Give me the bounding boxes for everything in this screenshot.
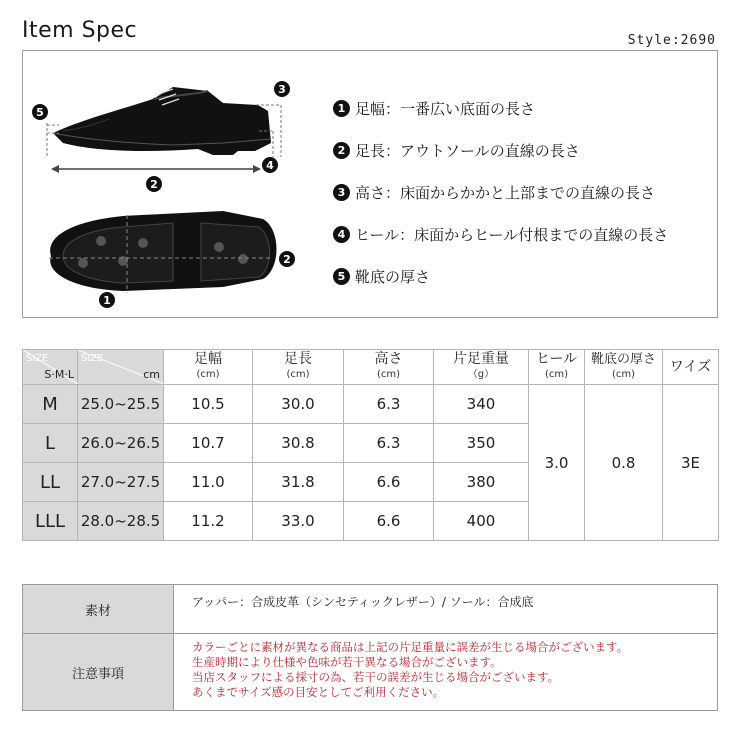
sole-cell: 0.8	[585, 385, 663, 541]
corner-size-label: SIZE	[26, 353, 49, 364]
caution-line: カラーごとに素材が異なる商品は上記の片足重量に誤差が生じる場合がございます。	[192, 640, 629, 654]
range-cell: 25.0~25.5	[78, 385, 164, 424]
legend-number-icon: 2	[333, 142, 350, 159]
width-cell: 10.5	[164, 385, 253, 424]
shoe-diagram	[23, 51, 323, 319]
size-cell: L	[23, 424, 78, 463]
weight-cell: 350	[434, 424, 529, 463]
size-corner-cell	[23, 350, 78, 385]
legend-number-icon: 5	[333, 268, 350, 285]
corner-size2-label: SIZE	[81, 353, 104, 364]
legend-text: ヒール：床面からヒール付根までの直線の長さ	[355, 225, 669, 244]
height-cell: 6.3	[344, 385, 434, 424]
marker-1-icon	[99, 292, 115, 308]
weight-cell: 400	[434, 502, 529, 541]
header-wise: ワイズ	[663, 350, 719, 385]
legend-item	[333, 255, 668, 297]
spec-diagram-panel	[22, 50, 718, 318]
width-cell: 10.7	[164, 424, 253, 463]
measurement-legend	[333, 87, 668, 297]
corner-cm-label: cm	[143, 368, 160, 381]
wise-cell: 3E	[663, 385, 719, 541]
range-corner-cell	[78, 350, 164, 385]
header-weight: 片足重量 （g）	[434, 350, 529, 385]
length-cell: 31.8	[253, 463, 344, 502]
heel-cell: 3.0	[529, 385, 585, 541]
caution-row	[23, 634, 718, 711]
marker-3-icon	[274, 81, 290, 97]
material-row	[23, 585, 718, 634]
height-cell: 6.6	[344, 502, 434, 541]
width-cell: 11.2	[164, 502, 253, 541]
range-cell: 27.0~27.5	[78, 463, 164, 502]
marker-5-icon	[32, 104, 48, 120]
svg-text:2: 2	[283, 253, 291, 266]
svg-text:5: 5	[36, 106, 44, 119]
svg-text:4: 4	[266, 159, 274, 172]
height-cell: 6.3	[344, 424, 434, 463]
legend-text: 靴底の厚さ	[355, 267, 431, 286]
legend-number-icon: 3	[333, 184, 350, 201]
legend-text: 足幅：一番広い底面の長さ	[355, 99, 536, 118]
length-cell: 33.0	[253, 502, 344, 541]
caution-value	[174, 634, 718, 711]
legend-number-icon: 4	[333, 226, 350, 243]
marker-4-icon	[262, 157, 278, 173]
size-cell: M	[23, 385, 78, 424]
height-cell: 6.6	[344, 463, 434, 502]
svg-text:1: 1	[103, 294, 111, 307]
legend-item	[333, 171, 668, 213]
legend-number-icon: 1	[333, 100, 350, 117]
material-label: 素材	[23, 585, 174, 634]
header-heel: ヒール (cm)	[529, 350, 585, 385]
width-cell: 11.0	[164, 463, 253, 502]
legend-text: 足長：アウトソールの直線の長さ	[355, 141, 580, 160]
legend-item	[333, 87, 668, 129]
material-value: アッパー：合成皮革（シンセティックレザー）/ ソール：合成底	[174, 585, 718, 634]
legend-item	[333, 129, 668, 171]
weight-cell: 340	[434, 385, 529, 424]
caution-label: 注意事項	[23, 634, 174, 711]
svg-text:2: 2	[150, 178, 158, 191]
caution-line: 生産時期により仕様や色味が若干異なる場合がございます。	[192, 655, 502, 669]
caution-line: 当店スタッフによる採寸の為、若干の誤差が生じる場合がございます。	[192, 670, 560, 684]
marker-2-sole-icon	[279, 251, 295, 267]
marker-2-icon	[146, 176, 162, 192]
shoe-side-view	[53, 87, 271, 155]
size-table-header	[23, 350, 719, 385]
range-cell: 28.0~28.5	[78, 502, 164, 541]
length-cell: 30.8	[253, 424, 344, 463]
corner-sml-label: S·M·L	[44, 368, 74, 381]
length-cell: 30.0	[253, 385, 344, 424]
header-height: 高さ (cm)	[344, 350, 434, 385]
material-table	[22, 584, 718, 711]
caution-line: あくまでサイズ感の目安としてご利用ください。	[192, 685, 445, 699]
page-title: Item Spec	[22, 18, 138, 43]
header-sole: 靴底の厚さ (cm)	[585, 350, 663, 385]
header-length: 足長 (cm)	[253, 350, 344, 385]
size-cell: LL	[23, 463, 78, 502]
svg-text:3: 3	[278, 83, 286, 96]
range-cell: 26.0~26.5	[78, 424, 164, 463]
legend-item	[333, 213, 668, 255]
size-cell: LLL	[23, 502, 78, 541]
size-table	[22, 349, 719, 541]
legend-text: 高さ：床面からかかと上部までの直線の長さ	[355, 183, 656, 202]
table-row	[23, 385, 719, 424]
shoe-sole-view	[50, 211, 276, 291]
weight-cell: 380	[434, 463, 529, 502]
header-width: 足幅 (cm)	[164, 350, 253, 385]
style-code: Style:2690	[627, 33, 716, 48]
